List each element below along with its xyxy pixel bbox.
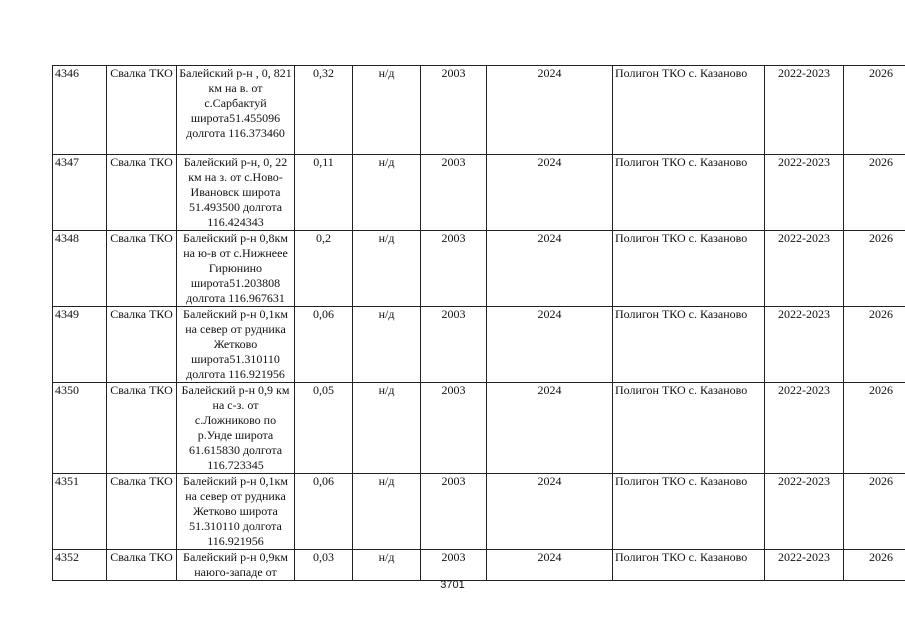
destination-facility: Полигон ТКО с. Казаново bbox=[613, 383, 765, 474]
liquidation-period: 2022-2023 bbox=[765, 231, 844, 307]
end-year: 2026 bbox=[844, 66, 905, 155]
table-row bbox=[53, 66, 905, 155]
location-description: Балейский р-н, 0, 22 км на з. от с.Ново-Ивановск широта 51.493500 долгота 116.424343 bbox=[177, 155, 295, 231]
start-year: 2003 bbox=[421, 231, 487, 307]
object-type: Свалка ТКО bbox=[107, 66, 177, 155]
object-type: Свалка ТКО bbox=[107, 155, 177, 231]
object-type: Свалка ТКО bbox=[107, 307, 177, 383]
volume-value: н/д bbox=[353, 231, 421, 307]
table-row bbox=[53, 550, 905, 581]
table-body bbox=[53, 66, 905, 581]
location-description: Балейский р-н , 0, 821 км на в. от с.Сарбактуй широта51.455096 долгота 116.373460 bbox=[177, 66, 295, 155]
row-number: 4351 bbox=[53, 474, 107, 550]
row-number: 4352 bbox=[53, 550, 107, 581]
end-year: 2026 bbox=[844, 383, 905, 474]
end-year: 2026 bbox=[844, 474, 905, 550]
planned-year: 2024 bbox=[487, 66, 613, 155]
destination-facility: Полигон ТКО с. Казаново bbox=[613, 66, 765, 155]
location-description: Балейский р-н 0,1км на север от рудника Жетково широта51.310110 долгота 116.921956 bbox=[177, 307, 295, 383]
location-description: Балейский р-н 0,9 км на с-з. от с.Ложниково по р.Унде широта 61.615830 долгота 116.723345 bbox=[177, 383, 295, 474]
volume-value: н/д bbox=[353, 66, 421, 155]
row-number: 4346 bbox=[53, 66, 107, 155]
volume-value: н/д bbox=[353, 155, 421, 231]
row-number: 4349 bbox=[53, 307, 107, 383]
table-row bbox=[53, 474, 905, 550]
volume-value: н/д bbox=[353, 474, 421, 550]
object-type: Свалка ТКО bbox=[107, 383, 177, 474]
table-row bbox=[53, 383, 905, 474]
table-row bbox=[53, 155, 905, 231]
planned-year: 2024 bbox=[487, 383, 613, 474]
row-number: 4350 bbox=[53, 383, 107, 474]
planned-year: 2024 bbox=[487, 474, 613, 550]
start-year: 2003 bbox=[421, 155, 487, 231]
volume-value: н/д bbox=[353, 550, 421, 581]
page-number: 3701 bbox=[440, 579, 465, 591]
end-year: 2026 bbox=[844, 231, 905, 307]
liquidation-period: 2022-2023 bbox=[765, 307, 844, 383]
table-row bbox=[53, 307, 905, 383]
liquidation-period: 2022-2023 bbox=[765, 66, 844, 155]
destination-facility: Полигон ТКО с. Казаново bbox=[613, 474, 765, 550]
end-year: 2026 bbox=[844, 550, 905, 581]
row-number: 4348 bbox=[53, 231, 107, 307]
destination-facility: Полигон ТКО с. Казаново bbox=[613, 231, 765, 307]
start-year: 2003 bbox=[421, 550, 487, 581]
area-value: 0,11 bbox=[295, 155, 353, 231]
volume-value: н/д bbox=[353, 383, 421, 474]
planned-year: 2024 bbox=[487, 307, 613, 383]
start-year: 2003 bbox=[421, 66, 487, 155]
destination-facility: Полигон ТКО с. Казаново bbox=[613, 307, 765, 383]
planned-year: 2024 bbox=[487, 155, 613, 231]
area-value: 0,06 bbox=[295, 474, 353, 550]
destination-facility: Полигон ТКО с. Казаново bbox=[613, 550, 765, 581]
start-year: 2003 bbox=[421, 307, 487, 383]
object-type: Свалка ТКО bbox=[107, 474, 177, 550]
liquidation-period: 2022-2023 bbox=[765, 383, 844, 474]
liquidation-period: 2022-2023 bbox=[765, 550, 844, 581]
liquidation-period: 2022-2023 bbox=[765, 155, 844, 231]
object-type: Свалка ТКО bbox=[107, 231, 177, 307]
volume-value: н/д bbox=[353, 307, 421, 383]
area-value: 0,03 bbox=[295, 550, 353, 581]
start-year: 2003 bbox=[421, 474, 487, 550]
end-year: 2026 bbox=[844, 307, 905, 383]
liquidation-period: 2022-2023 bbox=[765, 474, 844, 550]
location-description: Балейский р-н 0,9км наюго-западе от bbox=[177, 550, 295, 581]
object-type: Свалка ТКО bbox=[107, 550, 177, 581]
planned-year: 2024 bbox=[487, 231, 613, 307]
table-row bbox=[53, 231, 905, 307]
area-value: 0,2 bbox=[295, 231, 353, 307]
planned-year: 2024 bbox=[487, 550, 613, 581]
location-description: Балейский р-н 0,8км на ю-в от с.Нижнеее Гирюнино широта51.203808 долгота 116.967631 bbox=[177, 231, 295, 307]
area-value: 0,32 bbox=[295, 66, 353, 155]
start-year: 2003 bbox=[421, 383, 487, 474]
location-description: Балейский р-н 0,1км на север от рудника Жетково широта 51.310110 долгота 116.921956 bbox=[177, 474, 295, 550]
end-year: 2026 bbox=[844, 155, 905, 231]
landfill-registry-table bbox=[52, 65, 905, 581]
area-value: 0,06 bbox=[295, 307, 353, 383]
area-value: 0,05 bbox=[295, 383, 353, 474]
row-number: 4347 bbox=[53, 155, 107, 231]
destination-facility: Полигон ТКО с. Казаново bbox=[613, 155, 765, 231]
